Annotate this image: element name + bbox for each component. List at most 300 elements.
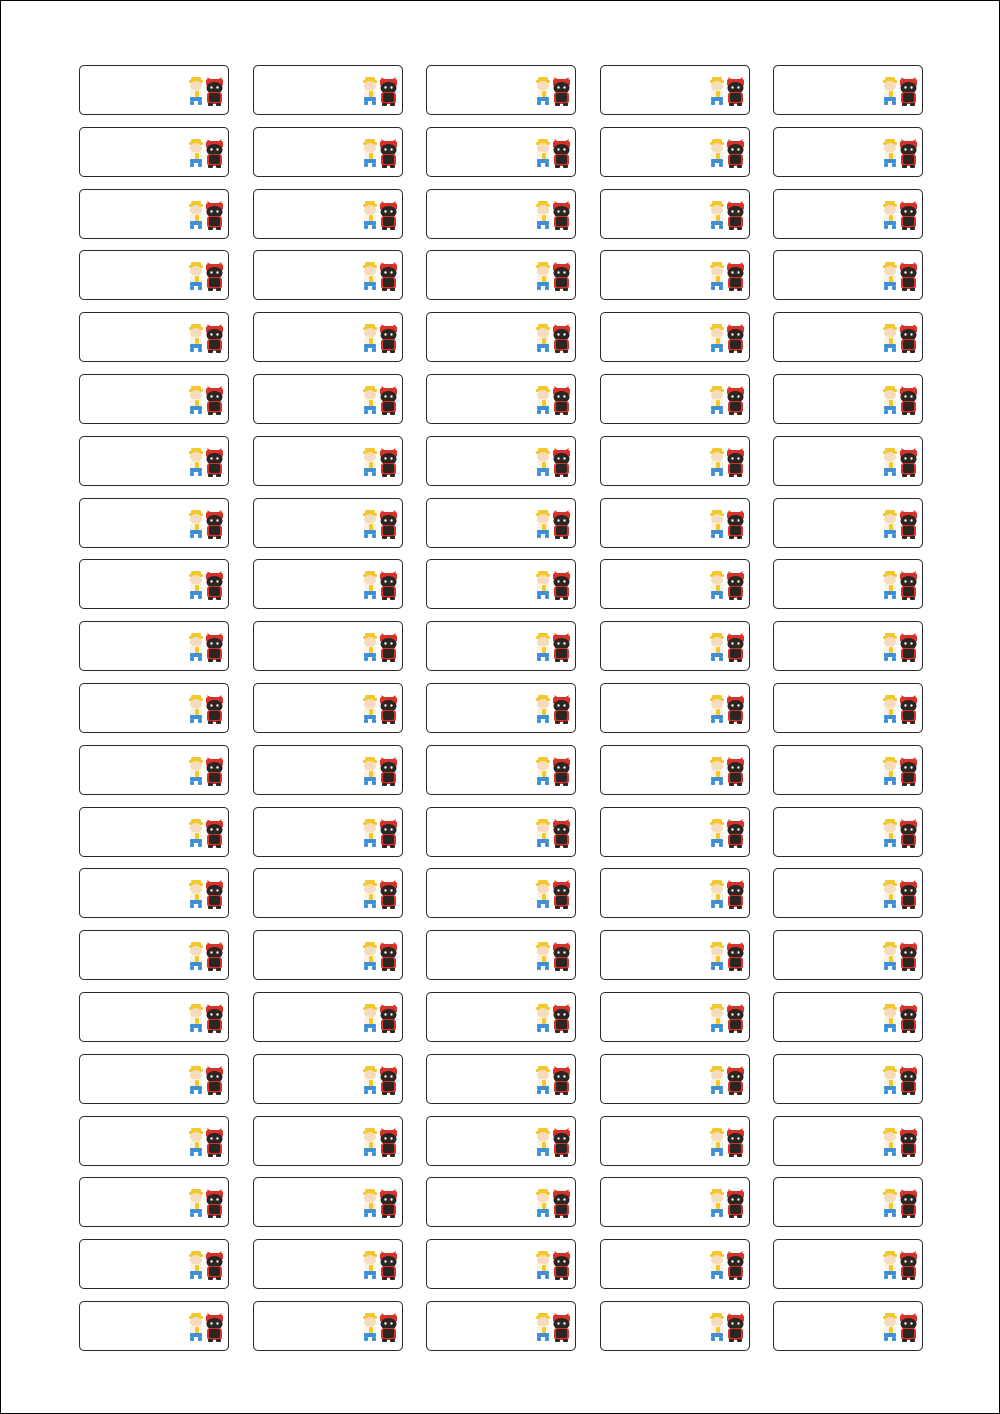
name-label <box>426 312 576 362</box>
name-label <box>79 807 229 857</box>
boy-and-black-cat-mascots-icon <box>881 1126 918 1158</box>
name-label <box>426 1054 576 1104</box>
boy-and-black-cat-mascots-icon <box>534 1187 571 1219</box>
black-cat-figure-icon <box>553 386 570 415</box>
boy-figure-icon <box>363 1251 377 1279</box>
black-cat-figure-icon <box>900 262 917 291</box>
boy-and-black-cat-mascots-icon <box>361 693 398 725</box>
boy-and-black-cat-mascots-icon <box>881 940 918 972</box>
boy-and-black-cat-mascots-icon <box>534 322 571 354</box>
name-label <box>426 1239 576 1289</box>
name-label <box>79 436 229 486</box>
black-cat-figure-icon <box>727 633 744 662</box>
name-label <box>773 745 923 795</box>
name-label <box>253 312 403 362</box>
boy-figure-icon <box>363 386 377 414</box>
name-label <box>600 992 750 1042</box>
black-cat-figure-icon <box>727 757 744 786</box>
name-label <box>79 127 229 177</box>
name-label <box>600 930 750 980</box>
boy-and-black-cat-mascots-icon <box>361 1002 398 1034</box>
black-cat-figure-icon <box>900 571 917 600</box>
boy-and-black-cat-mascots-icon <box>361 631 398 663</box>
name-label <box>79 930 229 980</box>
black-cat-figure-icon <box>380 819 397 848</box>
boy-and-black-cat-mascots-icon <box>881 260 918 292</box>
boy-figure-icon <box>363 1313 377 1341</box>
boy-figure-icon <box>536 1313 550 1341</box>
boy-figure-icon <box>883 571 897 599</box>
black-cat-figure-icon <box>380 324 397 353</box>
boy-and-black-cat-mascots-icon <box>361 1187 398 1219</box>
black-cat-figure-icon <box>553 201 570 230</box>
boy-figure-icon <box>536 1189 550 1217</box>
boy-figure-icon <box>883 262 897 290</box>
name-label <box>426 868 576 918</box>
black-cat-figure-icon <box>727 819 744 848</box>
black-cat-figure-icon <box>900 942 917 971</box>
name-label <box>253 683 403 733</box>
name-label <box>79 992 229 1042</box>
boy-and-black-cat-mascots-icon <box>361 1249 398 1281</box>
boy-and-black-cat-mascots-icon <box>534 384 571 416</box>
name-label <box>773 498 923 548</box>
boy-and-black-cat-mascots-icon <box>534 75 571 107</box>
boy-and-black-cat-mascots-icon <box>361 569 398 601</box>
black-cat-figure-icon <box>900 386 917 415</box>
boy-figure-icon <box>363 633 377 661</box>
black-cat-figure-icon <box>206 1251 223 1280</box>
boy-and-black-cat-mascots-icon <box>187 1249 224 1281</box>
black-cat-figure-icon <box>553 448 570 477</box>
name-label <box>79 250 229 300</box>
boy-figure-icon <box>363 510 377 538</box>
boy-figure-icon <box>536 262 550 290</box>
name-label <box>426 374 576 424</box>
boy-and-black-cat-mascots-icon <box>881 199 918 231</box>
boy-figure-icon <box>363 1128 377 1156</box>
boy-and-black-cat-mascots-icon <box>534 1064 571 1096</box>
boy-figure-icon <box>710 1128 724 1156</box>
boy-and-black-cat-mascots-icon <box>361 508 398 540</box>
boy-and-black-cat-mascots-icon <box>361 940 398 972</box>
boy-figure-icon <box>710 1066 724 1094</box>
boy-figure-icon <box>536 633 550 661</box>
boy-figure-icon <box>189 942 203 970</box>
boy-and-black-cat-mascots-icon <box>881 1187 918 1219</box>
black-cat-figure-icon <box>727 1004 744 1033</box>
name-label <box>426 65 576 115</box>
boy-and-black-cat-mascots-icon <box>361 75 398 107</box>
black-cat-figure-icon <box>380 1189 397 1218</box>
boy-and-black-cat-mascots-icon <box>708 1002 745 1034</box>
boy-and-black-cat-mascots-icon <box>361 878 398 910</box>
name-label <box>253 436 403 486</box>
boy-and-black-cat-mascots-icon <box>708 384 745 416</box>
name-label <box>426 1116 576 1166</box>
name-label <box>600 683 750 733</box>
black-cat-figure-icon <box>380 262 397 291</box>
boy-and-black-cat-mascots-icon <box>534 1126 571 1158</box>
black-cat-figure-icon <box>900 819 917 848</box>
boy-and-black-cat-mascots-icon <box>708 693 745 725</box>
boy-and-black-cat-mascots-icon <box>187 940 224 972</box>
black-cat-figure-icon <box>206 1066 223 1095</box>
name-label <box>600 127 750 177</box>
name-label <box>79 559 229 609</box>
name-label <box>253 745 403 795</box>
boy-and-black-cat-mascots-icon <box>881 75 918 107</box>
boy-figure-icon <box>883 757 897 785</box>
black-cat-figure-icon <box>553 880 570 909</box>
boy-figure-icon <box>883 1189 897 1217</box>
boy-and-black-cat-mascots-icon <box>187 1064 224 1096</box>
boy-and-black-cat-mascots-icon <box>881 446 918 478</box>
boy-figure-icon <box>710 880 724 908</box>
name-label <box>600 807 750 857</box>
boy-and-black-cat-mascots-icon <box>187 569 224 601</box>
black-cat-figure-icon <box>727 139 744 168</box>
boy-figure-icon <box>883 695 897 723</box>
name-label <box>79 1239 229 1289</box>
black-cat-figure-icon <box>553 757 570 786</box>
boy-and-black-cat-mascots-icon <box>881 137 918 169</box>
name-label <box>79 683 229 733</box>
boy-and-black-cat-mascots-icon <box>881 569 918 601</box>
boy-figure-icon <box>189 262 203 290</box>
name-label <box>426 930 576 980</box>
boy-and-black-cat-mascots-icon <box>361 260 398 292</box>
boy-figure-icon <box>363 880 377 908</box>
boy-and-black-cat-mascots-icon <box>881 384 918 416</box>
boy-and-black-cat-mascots-icon <box>361 1064 398 1096</box>
boy-figure-icon <box>710 386 724 414</box>
name-label <box>600 374 750 424</box>
name-label <box>253 1054 403 1104</box>
boy-figure-icon <box>363 942 377 970</box>
black-cat-figure-icon <box>727 1313 744 1342</box>
name-label <box>253 621 403 671</box>
boy-and-black-cat-mascots-icon <box>534 755 571 787</box>
boy-figure-icon <box>883 880 897 908</box>
boy-figure-icon <box>363 757 377 785</box>
boy-and-black-cat-mascots-icon <box>361 199 398 231</box>
black-cat-figure-icon <box>900 448 917 477</box>
name-label <box>600 189 750 239</box>
boy-and-black-cat-mascots-icon <box>187 1002 224 1034</box>
boy-figure-icon <box>363 571 377 599</box>
black-cat-figure-icon <box>553 1066 570 1095</box>
boy-figure-icon <box>883 201 897 229</box>
boy-and-black-cat-mascots-icon <box>361 384 398 416</box>
name-label <box>426 621 576 671</box>
boy-and-black-cat-mascots-icon <box>881 817 918 849</box>
boy-figure-icon <box>536 695 550 723</box>
boy-and-black-cat-mascots-icon <box>708 817 745 849</box>
name-label <box>600 250 750 300</box>
name-label <box>773 65 923 115</box>
black-cat-figure-icon <box>727 448 744 477</box>
black-cat-figure-icon <box>206 571 223 600</box>
boy-and-black-cat-mascots-icon <box>361 755 398 787</box>
black-cat-figure-icon <box>553 695 570 724</box>
boy-and-black-cat-mascots-icon <box>187 1126 224 1158</box>
black-cat-figure-icon <box>900 1251 917 1280</box>
boy-figure-icon <box>710 262 724 290</box>
boy-and-black-cat-mascots-icon <box>534 137 571 169</box>
boy-and-black-cat-mascots-icon <box>361 446 398 478</box>
name-label <box>79 1054 229 1104</box>
name-label <box>253 992 403 1042</box>
boy-figure-icon <box>189 819 203 847</box>
boy-figure-icon <box>536 571 550 599</box>
name-label <box>426 1301 576 1351</box>
boy-figure-icon <box>363 1004 377 1032</box>
boy-and-black-cat-mascots-icon <box>187 75 224 107</box>
boy-and-black-cat-mascots-icon <box>708 569 745 601</box>
boy-figure-icon <box>363 1189 377 1217</box>
label-grid <box>79 65 923 1351</box>
black-cat-figure-icon <box>727 880 744 909</box>
boy-figure-icon <box>710 1251 724 1279</box>
name-label <box>426 1177 576 1227</box>
boy-and-black-cat-mascots-icon <box>881 322 918 354</box>
name-label <box>426 189 576 239</box>
name-label <box>600 65 750 115</box>
name-label <box>773 250 923 300</box>
name-label <box>253 559 403 609</box>
name-label <box>79 1301 229 1351</box>
name-label <box>773 1301 923 1351</box>
name-label <box>426 745 576 795</box>
boy-figure-icon <box>883 942 897 970</box>
name-label <box>253 127 403 177</box>
name-label <box>426 127 576 177</box>
boy-and-black-cat-mascots-icon <box>534 569 571 601</box>
black-cat-figure-icon <box>900 1066 917 1095</box>
name-label <box>79 868 229 918</box>
name-label <box>773 992 923 1042</box>
name-label <box>773 1177 923 1227</box>
boy-and-black-cat-mascots-icon <box>708 1126 745 1158</box>
boy-figure-icon <box>189 1189 203 1217</box>
boy-and-black-cat-mascots-icon <box>708 1249 745 1281</box>
black-cat-figure-icon <box>206 1313 223 1342</box>
black-cat-figure-icon <box>380 448 397 477</box>
black-cat-figure-icon <box>380 386 397 415</box>
boy-figure-icon <box>536 819 550 847</box>
boy-figure-icon <box>536 942 550 970</box>
boy-figure-icon <box>363 77 377 105</box>
black-cat-figure-icon <box>380 1251 397 1280</box>
black-cat-figure-icon <box>727 695 744 724</box>
name-label <box>600 1054 750 1104</box>
boy-figure-icon <box>536 324 550 352</box>
name-label <box>773 127 923 177</box>
black-cat-figure-icon <box>553 819 570 848</box>
name-label <box>773 930 923 980</box>
boy-figure-icon <box>536 386 550 414</box>
boy-figure-icon <box>883 1066 897 1094</box>
boy-and-black-cat-mascots-icon <box>187 508 224 540</box>
boy-and-black-cat-mascots-icon <box>708 199 745 231</box>
boy-and-black-cat-mascots-icon <box>881 1002 918 1034</box>
black-cat-figure-icon <box>727 1189 744 1218</box>
boy-and-black-cat-mascots-icon <box>534 260 571 292</box>
name-label <box>253 189 403 239</box>
black-cat-figure-icon <box>900 880 917 909</box>
boy-figure-icon <box>363 262 377 290</box>
black-cat-figure-icon <box>727 1251 744 1280</box>
boy-figure-icon <box>536 448 550 476</box>
boy-figure-icon <box>363 201 377 229</box>
boy-figure-icon <box>710 819 724 847</box>
boy-and-black-cat-mascots-icon <box>534 1249 571 1281</box>
boy-figure-icon <box>710 448 724 476</box>
name-label <box>253 1177 403 1227</box>
black-cat-figure-icon <box>727 262 744 291</box>
black-cat-figure-icon <box>206 77 223 106</box>
name-label <box>426 807 576 857</box>
boy-and-black-cat-mascots-icon <box>187 1187 224 1219</box>
black-cat-figure-icon <box>206 1128 223 1157</box>
boy-figure-icon <box>189 201 203 229</box>
boy-and-black-cat-mascots-icon <box>708 631 745 663</box>
boy-and-black-cat-mascots-icon <box>534 631 571 663</box>
name-label <box>600 1116 750 1166</box>
black-cat-figure-icon <box>727 942 744 971</box>
black-cat-figure-icon <box>727 77 744 106</box>
boy-and-black-cat-mascots-icon <box>708 878 745 910</box>
black-cat-figure-icon <box>553 1128 570 1157</box>
black-cat-figure-icon <box>553 1313 570 1342</box>
black-cat-figure-icon <box>380 1066 397 1095</box>
black-cat-figure-icon <box>380 695 397 724</box>
black-cat-figure-icon <box>206 448 223 477</box>
boy-and-black-cat-mascots-icon <box>708 508 745 540</box>
black-cat-figure-icon <box>900 139 917 168</box>
black-cat-figure-icon <box>206 819 223 848</box>
black-cat-figure-icon <box>553 1004 570 1033</box>
boy-figure-icon <box>710 201 724 229</box>
black-cat-figure-icon <box>206 695 223 724</box>
black-cat-figure-icon <box>553 262 570 291</box>
boy-figure-icon <box>189 510 203 538</box>
name-label <box>773 1239 923 1289</box>
boy-figure-icon <box>710 77 724 105</box>
black-cat-figure-icon <box>553 571 570 600</box>
boy-and-black-cat-mascots-icon <box>534 693 571 725</box>
boy-figure-icon <box>363 139 377 167</box>
boy-figure-icon <box>536 1251 550 1279</box>
boy-and-black-cat-mascots-icon <box>187 631 224 663</box>
name-label <box>773 683 923 733</box>
boy-and-black-cat-mascots-icon <box>881 755 918 787</box>
name-label <box>79 65 229 115</box>
boy-figure-icon <box>189 695 203 723</box>
boy-and-black-cat-mascots-icon <box>534 446 571 478</box>
black-cat-figure-icon <box>380 633 397 662</box>
boy-figure-icon <box>883 1004 897 1032</box>
black-cat-figure-icon <box>206 1004 223 1033</box>
boy-and-black-cat-mascots-icon <box>708 1311 745 1343</box>
black-cat-figure-icon <box>900 510 917 539</box>
boy-figure-icon <box>363 448 377 476</box>
boy-figure-icon <box>536 1066 550 1094</box>
name-label <box>79 745 229 795</box>
black-cat-figure-icon <box>380 1313 397 1342</box>
name-label <box>773 189 923 239</box>
boy-and-black-cat-mascots-icon <box>187 878 224 910</box>
boy-figure-icon <box>363 819 377 847</box>
boy-figure-icon <box>710 757 724 785</box>
name-label <box>79 1177 229 1227</box>
black-cat-figure-icon <box>553 1251 570 1280</box>
boy-figure-icon <box>883 448 897 476</box>
boy-and-black-cat-mascots-icon <box>708 75 745 107</box>
black-cat-figure-icon <box>380 1128 397 1157</box>
boy-figure-icon <box>883 386 897 414</box>
boy-and-black-cat-mascots-icon <box>187 322 224 354</box>
boy-figure-icon <box>189 633 203 661</box>
boy-figure-icon <box>189 571 203 599</box>
boy-and-black-cat-mascots-icon <box>708 446 745 478</box>
black-cat-figure-icon <box>727 1128 744 1157</box>
black-cat-figure-icon <box>206 942 223 971</box>
boy-and-black-cat-mascots-icon <box>881 508 918 540</box>
name-label <box>253 930 403 980</box>
black-cat-figure-icon <box>727 324 744 353</box>
boy-figure-icon <box>189 1066 203 1094</box>
boy-figure-icon <box>710 633 724 661</box>
boy-and-black-cat-mascots-icon <box>708 755 745 787</box>
boy-and-black-cat-mascots-icon <box>361 1126 398 1158</box>
black-cat-figure-icon <box>553 77 570 106</box>
black-cat-figure-icon <box>900 1128 917 1157</box>
black-cat-figure-icon <box>553 139 570 168</box>
boy-and-black-cat-mascots-icon <box>881 1064 918 1096</box>
boy-figure-icon <box>710 695 724 723</box>
name-label <box>773 1054 923 1104</box>
name-label <box>773 312 923 362</box>
boy-figure-icon <box>536 201 550 229</box>
boy-and-black-cat-mascots-icon <box>534 1311 571 1343</box>
boy-and-black-cat-mascots-icon <box>534 878 571 910</box>
name-label <box>426 683 576 733</box>
black-cat-figure-icon <box>553 510 570 539</box>
boy-figure-icon <box>189 880 203 908</box>
boy-and-black-cat-mascots-icon <box>708 260 745 292</box>
black-cat-figure-icon <box>727 1066 744 1095</box>
boy-figure-icon <box>536 1004 550 1032</box>
boy-figure-icon <box>710 571 724 599</box>
boy-figure-icon <box>883 633 897 661</box>
black-cat-figure-icon <box>900 633 917 662</box>
black-cat-figure-icon <box>727 510 744 539</box>
boy-figure-icon <box>883 819 897 847</box>
boy-figure-icon <box>536 880 550 908</box>
name-label <box>253 1116 403 1166</box>
black-cat-figure-icon <box>900 1189 917 1218</box>
black-cat-figure-icon <box>553 633 570 662</box>
black-cat-figure-icon <box>553 1189 570 1218</box>
black-cat-figure-icon <box>900 324 917 353</box>
boy-figure-icon <box>189 139 203 167</box>
name-label <box>253 374 403 424</box>
name-label <box>426 559 576 609</box>
boy-figure-icon <box>710 1189 724 1217</box>
boy-figure-icon <box>710 324 724 352</box>
